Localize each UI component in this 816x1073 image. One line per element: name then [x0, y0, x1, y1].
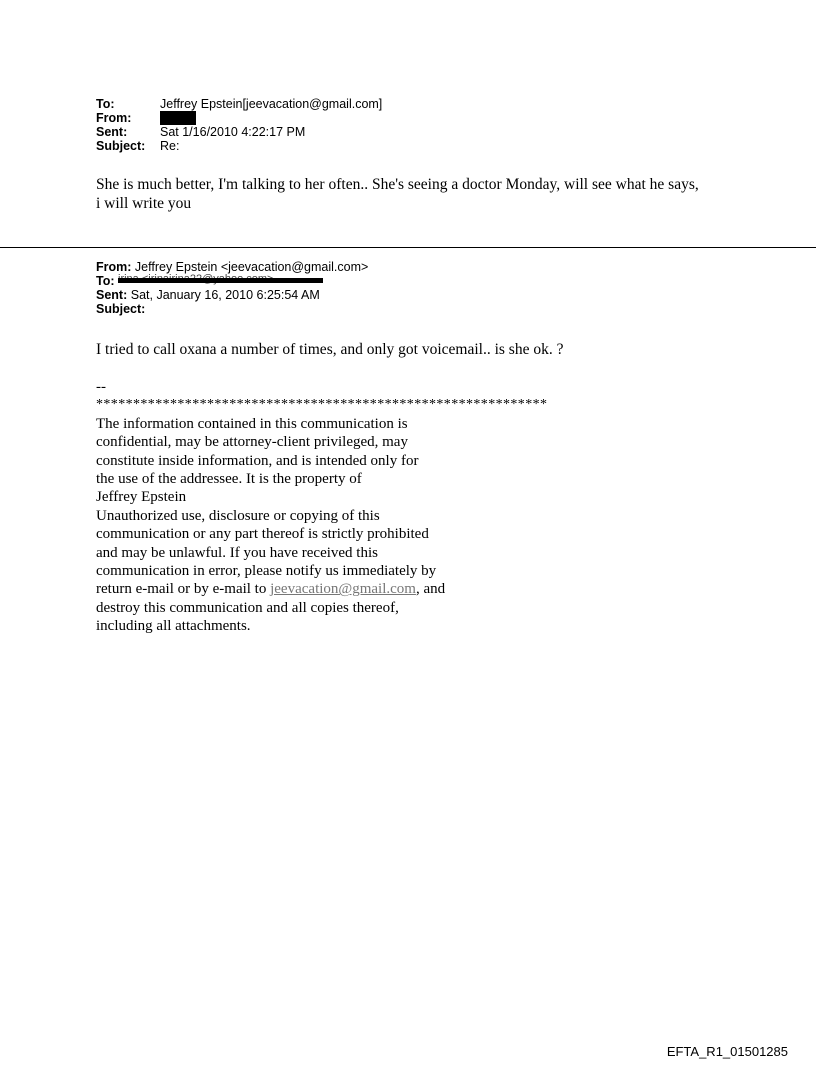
- quoted-sent-row: [96, 288, 368, 302]
- signature-dashes: --: [96, 379, 106, 395]
- body-line: i will write you: [96, 195, 192, 212]
- quoted-sent-value: Sat, January 16, 2010 6:25:54 AM: [130, 288, 320, 302]
- disclaimer-line: the use of the addressee. It is the property of: [96, 471, 362, 488]
- disclaimer-line: including all attachments.: [96, 618, 251, 635]
- disclaimer-line: Jeffrey Epstein: [96, 489, 187, 506]
- redacted-recipient: [118, 274, 323, 287]
- to-label: To:: [96, 97, 115, 111]
- return-prefix: return e-mail or by e-mail to: [96, 581, 271, 598]
- quoted-from-label: From:: [96, 260, 132, 274]
- quoted-body: I tried to call oxana a number of times, and only got voicemail.. is she ok. ?: [96, 341, 564, 358]
- document-id: EFTA_R1_01501285: [666, 1044, 788, 1059]
- disclaimer-line: destroy this communication and all copies thereof,: [96, 599, 399, 616]
- from-row: [96, 111, 382, 125]
- disclaimer-line: and may be unlawful. If you have received this: [96, 544, 378, 561]
- quoted-subject-label: Subject:: [96, 302, 146, 316]
- signature-block: [96, 378, 576, 636]
- quoted-from-value: Jeffrey Epstein <jeevacation@gmail.com>: [134, 260, 369, 274]
- subject-value: Re:: [160, 139, 180, 153]
- disclaimer-line: constitute inside information, and is intended only for: [96, 452, 419, 469]
- email-link[interactable]: jeevacation@gmail.com: [270, 581, 416, 598]
- subject-row: [96, 139, 382, 153]
- return-suffix: , and: [415, 581, 446, 598]
- subject-label: Subject:: [96, 139, 146, 153]
- disclaimer-line: confidential, may be attorney-client privileged, may: [96, 434, 408, 451]
- to-value: Jeffrey Epstein[jeevacation@gmail.com]: [160, 97, 383, 111]
- divider: [0, 247, 816, 248]
- from-label: From:: [96, 111, 132, 125]
- quoted-subject-row: [96, 302, 368, 316]
- message-header: [96, 97, 382, 153]
- disclaimer-line: [96, 580, 576, 598]
- body-line: She is much better, I'm talking to her often.. She's seeing a doctor Monday, will see what he says,: [96, 176, 699, 193]
- quoted-to-label: To:: [96, 274, 115, 288]
- message-body: [96, 175, 776, 213]
- quoted-sent-label: Sent:: [96, 288, 128, 302]
- sent-row: [96, 125, 382, 139]
- quoted-from-row: [96, 260, 368, 274]
- sent-label: Sent:: [96, 125, 128, 139]
- disclaimer-line: communication or any part thereof is strictly prohibited: [96, 526, 429, 543]
- disclaimer-line: The information contained in this communication is: [96, 415, 408, 432]
- signature-stars: *************************************************************: [96, 397, 548, 413]
- quoted-header: [96, 260, 368, 316]
- sent-value: Sat 1/16/2010 4:22:17 PM: [160, 125, 306, 139]
- to-row: [96, 97, 382, 111]
- disclaimer-line: communication in error, please notify us immediately by: [96, 563, 437, 580]
- redaction-bar: [118, 278, 323, 283]
- disclaimer-line: Unauthorized use, disclosure or copying of this: [96, 507, 380, 524]
- quoted-to-row: [96, 274, 368, 288]
- redaction-box: [160, 111, 196, 125]
